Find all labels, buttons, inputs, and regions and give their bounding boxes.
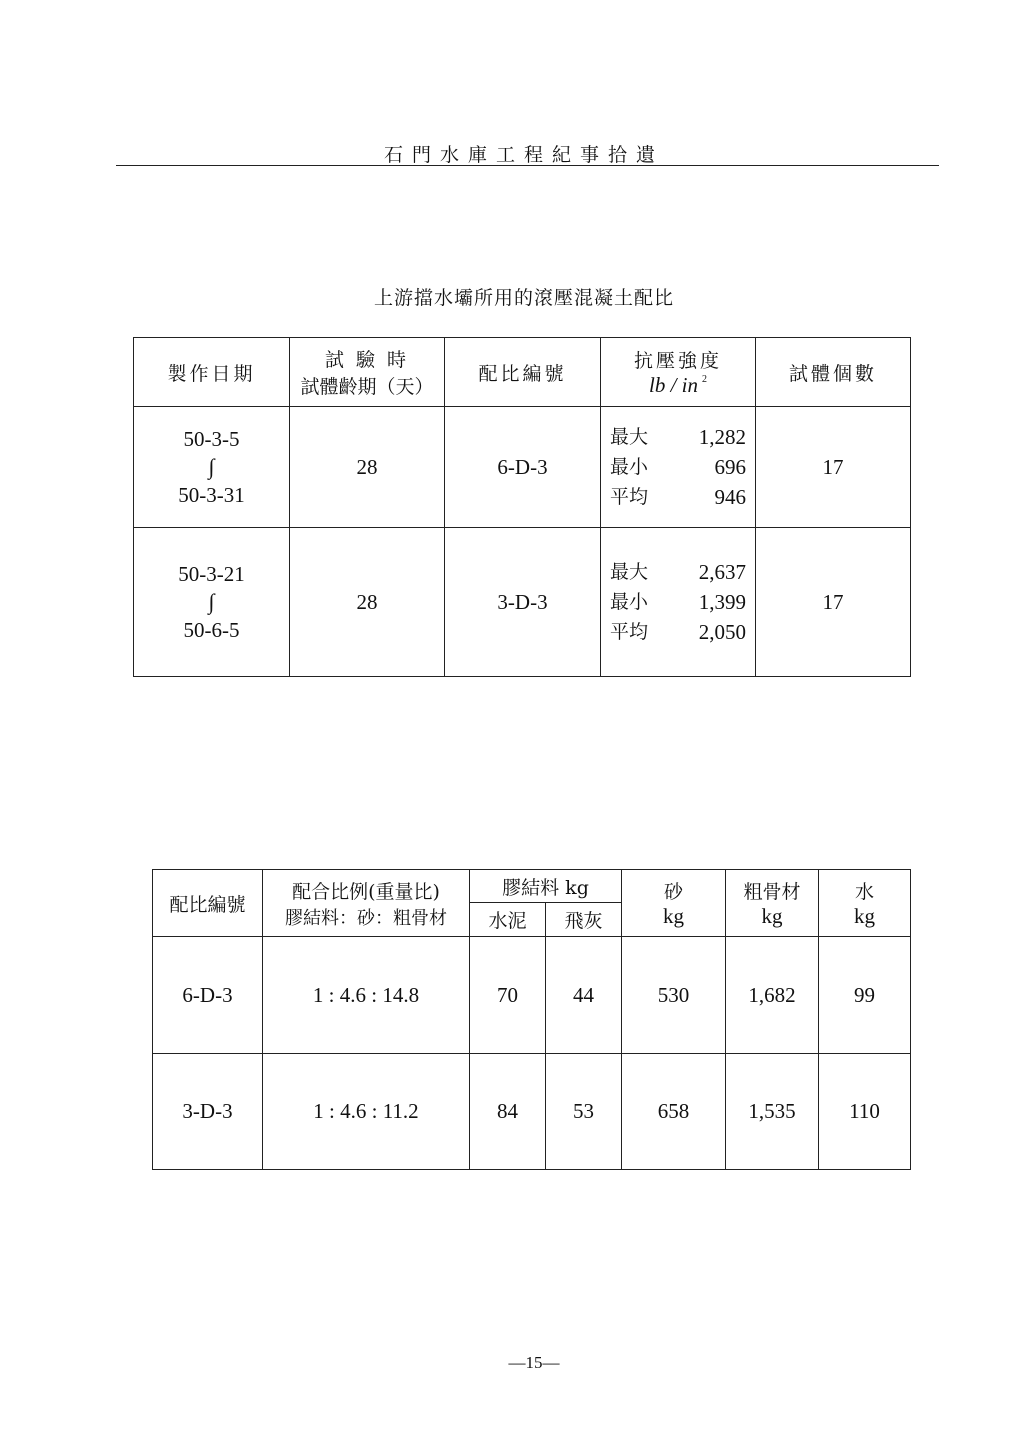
avg-label: 平均 xyxy=(610,621,649,643)
min-label: 最小 xyxy=(610,456,649,478)
avg-label: 平均 xyxy=(610,486,649,508)
header-strength-unit: lb / in xyxy=(648,373,698,397)
header-date: 製作日期 xyxy=(134,338,290,407)
table-row xyxy=(134,528,911,677)
strength-table xyxy=(133,337,911,677)
table-row xyxy=(153,1054,911,1170)
header-sand-label: 砂 xyxy=(663,881,683,903)
header-ratio xyxy=(263,870,470,937)
date-end: 50-3-31 xyxy=(178,483,245,507)
header-binder: 膠結料 kg xyxy=(470,870,622,903)
header-coarse-unit: kg xyxy=(761,904,783,928)
coarse-cell: 1,682 xyxy=(726,937,819,1054)
header-sand xyxy=(622,870,726,937)
date-end: 50-6-5 xyxy=(183,618,240,642)
header-strength-unit-exp: 2 xyxy=(702,374,707,385)
table-row xyxy=(134,407,911,528)
header-coarse-label: 粗骨材 xyxy=(743,881,801,903)
age-cell: 28 xyxy=(290,528,445,677)
strength-cell xyxy=(601,407,756,528)
header-water-unit: kg xyxy=(854,904,875,928)
header-ratio-line2: 膠結料：砂：粗骨材 xyxy=(285,907,447,929)
page-number: —15— xyxy=(508,1353,560,1372)
sand-cell: 530 xyxy=(622,937,726,1054)
avg-value: 946 xyxy=(714,485,746,509)
strength-cell xyxy=(601,528,756,677)
cement-cell: 84 xyxy=(470,1054,546,1170)
header-coarse xyxy=(726,870,819,937)
header-age xyxy=(290,338,445,407)
ratio-cell: 1 : 4.6 : 11.2 xyxy=(263,1054,470,1170)
date-range-cell xyxy=(134,528,290,677)
mix-id-cell: 6-D-3 xyxy=(153,937,263,1054)
header-mix-id: 配比編號 xyxy=(445,338,601,407)
header-mix-id: 配比編號 xyxy=(153,870,263,937)
header-cement: 水泥 xyxy=(470,903,546,937)
count-cell: 17 xyxy=(756,407,911,528)
mix-id-cell: 6-D-3 xyxy=(445,407,601,528)
avg-value: 2,050 xyxy=(698,620,746,644)
header-flyash: 飛灰 xyxy=(546,903,622,937)
coarse-cell: 1,535 xyxy=(726,1054,819,1170)
running-head: 石門水庫工程紀事拾遺 xyxy=(383,144,664,166)
ratio-cell: 1 : 4.6 : 14.8 xyxy=(263,937,470,1054)
header-strength-line1: 抗壓強度 xyxy=(633,350,722,372)
header-water xyxy=(819,870,911,937)
header-age-line2: 試體齡期（天） xyxy=(300,376,434,398)
header-count: 試體個數 xyxy=(756,338,911,407)
header-strength xyxy=(601,338,756,407)
mix-proportion-table xyxy=(152,869,911,1170)
header-rule xyxy=(116,165,939,166)
flyash-cell: 53 xyxy=(546,1054,622,1170)
date-start: 50-3-21 xyxy=(178,562,245,586)
cement-cell: 70 xyxy=(470,937,546,1054)
header-age-line1: 試 驗 時 xyxy=(324,349,410,371)
date-separator: ∫ xyxy=(208,454,215,479)
sand-cell: 658 xyxy=(622,1054,726,1170)
max-label: 最大 xyxy=(610,561,649,583)
table-header-row xyxy=(134,338,911,407)
flyash-cell: 44 xyxy=(546,937,622,1054)
count-cell: 17 xyxy=(756,528,911,677)
table-caption: 上游擋水壩所用的滾壓混凝土配比 xyxy=(373,287,674,309)
table-header-row xyxy=(153,870,911,903)
header-water-label: 水 xyxy=(854,881,874,903)
header-ratio-line1: 配合比例(重量比) xyxy=(292,880,440,903)
age-cell: 28 xyxy=(290,407,445,528)
mix-id-cell: 3-D-3 xyxy=(153,1054,263,1170)
water-cell: 99 xyxy=(819,937,911,1054)
max-value: 2,637 xyxy=(698,560,746,584)
date-start: 50-3-5 xyxy=(183,427,240,451)
table-row xyxy=(153,937,911,1054)
max-label: 最大 xyxy=(610,426,649,448)
min-value: 696 xyxy=(714,455,746,479)
date-range-cell xyxy=(134,407,290,528)
min-value: 1,399 xyxy=(698,590,746,614)
mix-id-cell: 3-D-3 xyxy=(445,528,601,677)
date-separator: ∫ xyxy=(208,589,215,614)
min-label: 最小 xyxy=(610,591,649,613)
water-cell: 110 xyxy=(819,1054,911,1170)
max-value: 1,282 xyxy=(698,425,746,449)
header-sand-unit: kg xyxy=(663,904,684,928)
